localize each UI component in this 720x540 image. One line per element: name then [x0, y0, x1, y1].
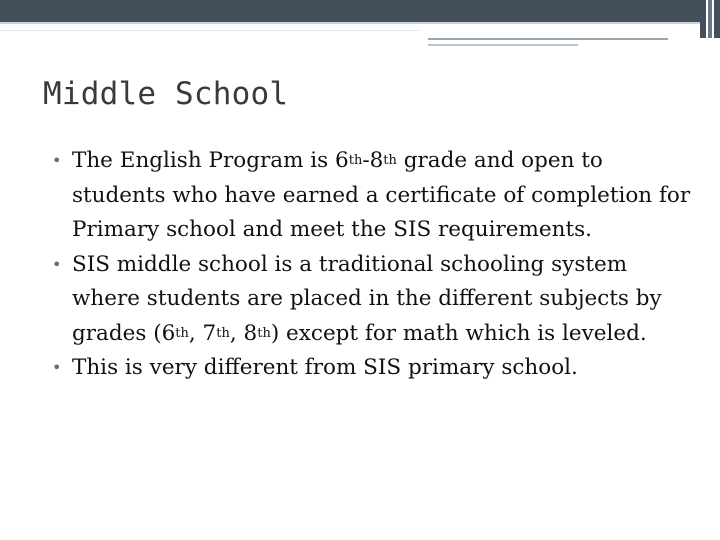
header-decoration [0, 0, 720, 24]
bullet-icon: • [52, 358, 62, 377]
bullet-icon: • [52, 254, 62, 274]
bullet-item-3: • This is very different from SIS primary school. [52, 351, 692, 386]
corner-bar-1 [700, 0, 706, 38]
slide-title: Middle School [43, 76, 289, 112]
bullet-item-2: • SIS middle school is a traditional schooling system where students are placed in the different subjects by grades (6th, 7th, 8th) except for math which is leveled. [52, 248, 692, 352]
bullet-item-1: • The English Program is 6th-8th grade and open to students who have earned a certificate of completion for Primary school and meet the SIS requirements. [52, 144, 692, 248]
bullet-icon: • [52, 151, 62, 170]
header-bar [0, 0, 700, 22]
accent-line [0, 30, 420, 31]
accent-line [428, 44, 578, 46]
corner-bar-3 [714, 0, 720, 38]
header-stripe [0, 22, 700, 24]
corner-bar-2 [708, 0, 712, 38]
bullet-list [52, 144, 692, 386]
accent-line [428, 38, 668, 40]
